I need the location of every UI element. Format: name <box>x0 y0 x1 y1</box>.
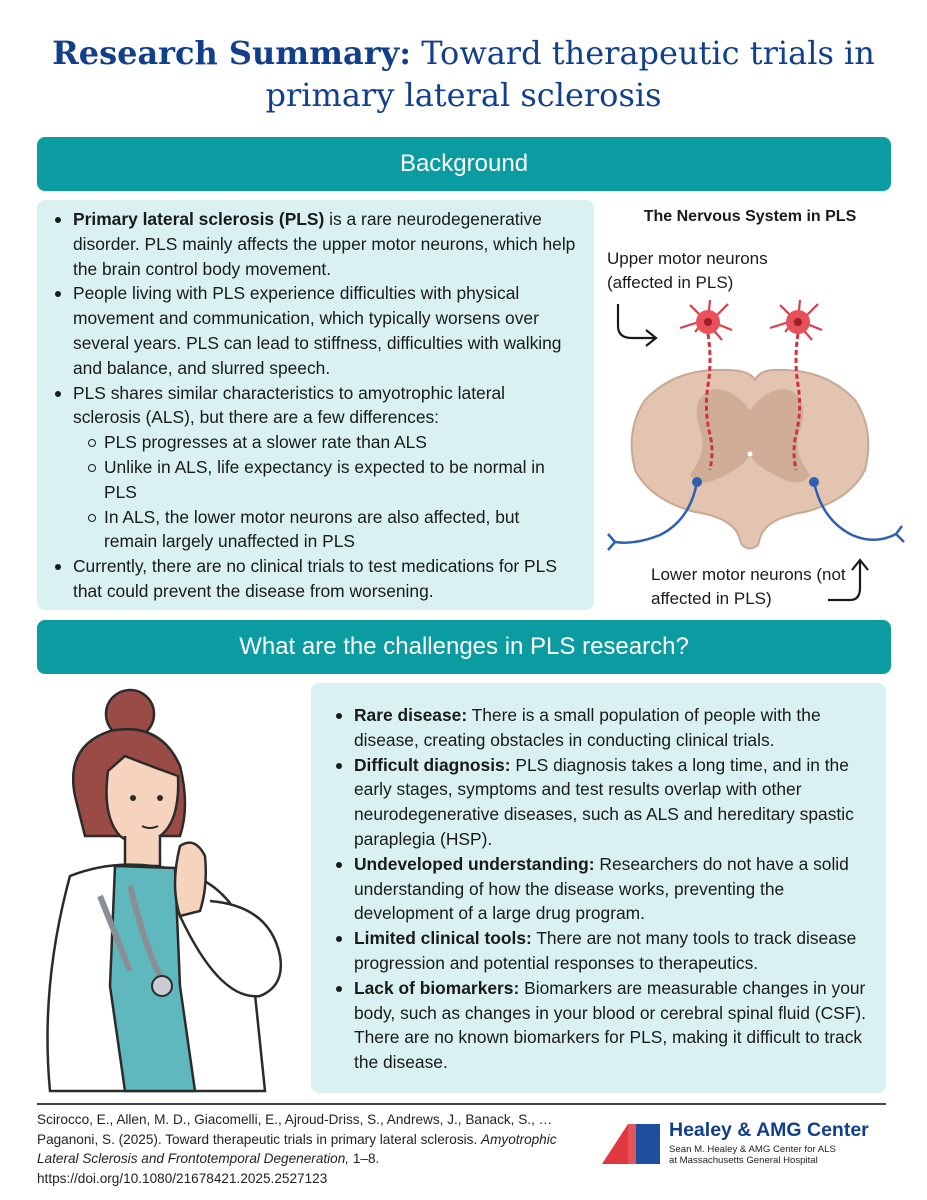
challenges-heading: What are the challenges in PLS research? <box>239 633 689 660</box>
list-item <box>37 381 577 555</box>
list-item <box>318 926 873 976</box>
bullet-bold: Lack of biomarkers: <box>354 977 520 998</box>
citation <box>37 1110 597 1188</box>
title-rest-1: Toward therapeutic trials in <box>411 34 875 72</box>
page-title <box>0 32 927 116</box>
logo-mark-icon <box>602 1118 662 1164</box>
bullet-text: is a rare neurodegenerative disorder. PLS mainly affects the upper motor neurons, which help the brain control body movement. <box>73 209 576 279</box>
citation-authors: Scirocco, E., Allen, M. D., Giacomelli, E., Ajroud-Driss, S., Andrews, J., Banack, S., … Paganoni, S. (2025). Toward therapeutic trials in primary lateral sclerosis. <box>37 1112 553 1147</box>
list-item <box>318 852 873 926</box>
logo-sub-line-2: at Massachusetts General Hospital <box>669 1155 818 1166</box>
list-item <box>318 753 873 852</box>
challenges-list <box>318 703 873 1075</box>
list-item <box>37 207 577 281</box>
challenges-panel <box>311 683 886 1093</box>
bullet-bold: Primary lateral sclerosis (PLS) <box>73 209 325 229</box>
title-rest-2: primary lateral sclerosis <box>265 76 662 114</box>
list-item <box>318 976 873 1075</box>
background-heading: Background <box>399 150 529 177</box>
diagram-title: The Nervous System in PLS <box>643 208 857 225</box>
background-banner <box>37 137 891 191</box>
bullet-text: People living with PLS experience difficulties with physical movement and communication, which typically worsens over several years. PLS can lead to stiffness, difficulties with walking and balance, and slurred speech. <box>73 283 562 378</box>
bullet-bold: Limited clinical tools: <box>354 928 532 949</box>
logo-name: Healey & AMG Center <box>669 1119 869 1141</box>
background-panel <box>37 200 594 610</box>
background-list <box>37 207 577 604</box>
bullet-text: PLS shares similar characteristics to amyotrophic lateral sclerosis (ALS), but there are a few differences: <box>73 382 506 428</box>
healey-amg-logo[interactable] <box>602 1118 892 1166</box>
doctor-illustration <box>30 686 310 1096</box>
bullet-bold: Difficult diagnosis: <box>354 754 511 775</box>
challenges-banner <box>37 620 891 674</box>
upper-motor-neurons-label: Upper motor neurons (affected in PLS) <box>607 249 768 292</box>
citation-journal: Amyotrophic Lateral Sclerosis and Frontotemporal Degeneration, <box>37 1131 557 1166</box>
logo-sub-line-1: Sean M. Healey & AMG Center for ALS <box>669 1144 836 1155</box>
bullet-text: PLS diagnosis takes a long time, and in the early stages, symptoms and test results overlap with other neurodegenerative diseases, such as ALS and hereditary spastic paraplegia (HSP). <box>354 754 854 849</box>
bullet-text: Researchers do not have a solid understanding of how the disease works, preventing the development of a large drug program. <box>354 853 849 924</box>
lower-motor-neurons-label: Lower motor neurons (not affected in PLS) <box>651 565 846 608</box>
sub-list-item: PLS progresses at a slower rate than ALS <box>73 430 577 455</box>
citation-doi: 1–8. https://doi.org/10.1080/21678421.2025.2527123 <box>37 1151 380 1186</box>
sub-list-item: In ALS, the lower motor neurons are also affected, but remain largely unaffected in PLS <box>73 505 577 555</box>
list-item <box>37 554 577 604</box>
bullet-bold: Undeveloped understanding: <box>354 853 595 874</box>
sub-list-item: Unlike in ALS, life expectancy is expected to be normal in PLS <box>73 455 577 505</box>
sub-list <box>73 430 577 554</box>
logo-subtitle <box>669 1144 836 1166</box>
bullet-text: There are not many tools to track disease progression and potential responses to therapeutics. <box>354 928 857 973</box>
list-item <box>37 281 577 380</box>
bullet-text: Currently, there are no clinical trials to test medications for PLS that could prevent the disease from worsening. <box>73 556 557 601</box>
title-bold: Research Summary: <box>52 34 412 72</box>
bullet-text: There is a small population of people with the disease, creating obstacles in conducting clinical trials. <box>354 705 821 750</box>
list-item <box>318 703 873 753</box>
bullet-bold: Rare disease: <box>354 705 468 725</box>
footer-divider <box>37 1103 886 1105</box>
bullet-text: Biomarkers are measurable changes in your body, such as changes in your blood or cerebral spinal fluid (CSF). There are no known biomarkers for PLS, making it difficult to track the disease. <box>354 977 866 1073</box>
spinal-cord-illustration <box>600 290 920 610</box>
